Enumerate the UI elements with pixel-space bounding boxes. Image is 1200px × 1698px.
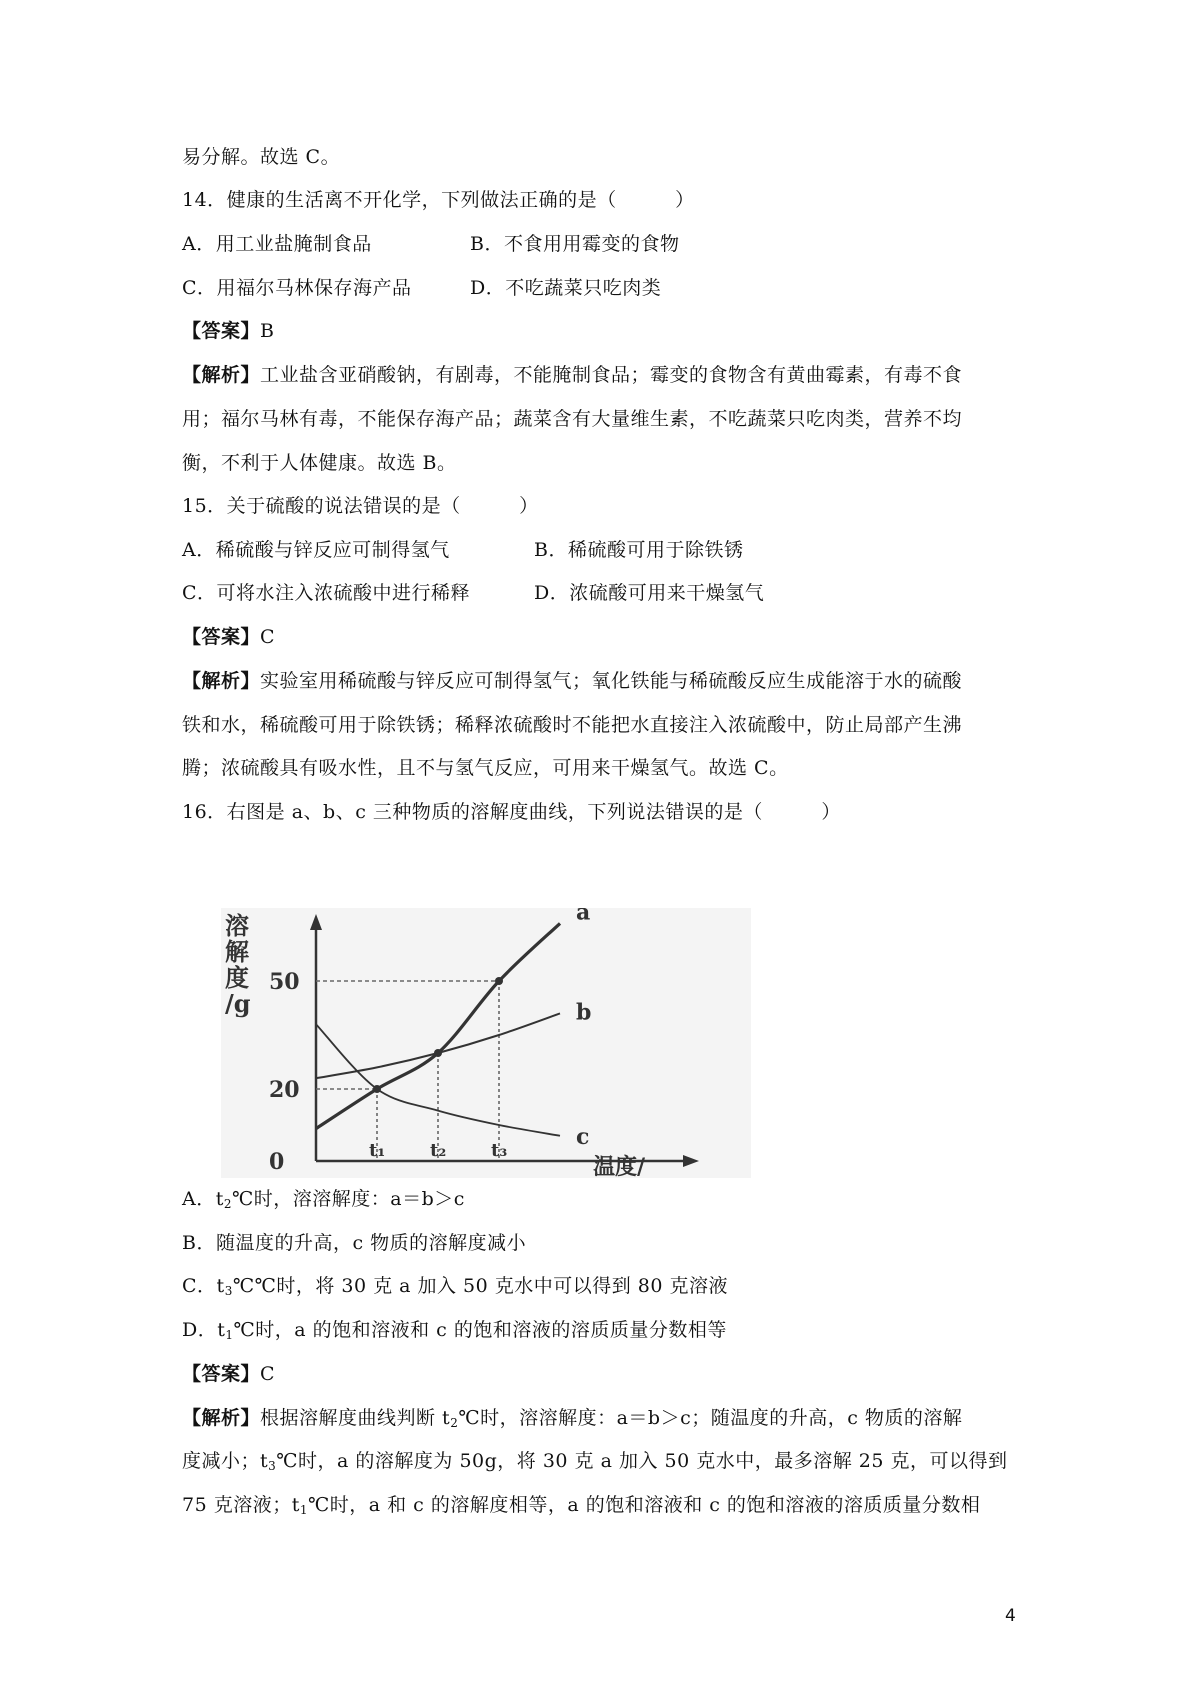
q15-option-d: D．浓硫酸可用来干燥氢气 xyxy=(534,582,765,604)
series-label-a: a xyxy=(576,908,591,926)
q16-analysis-line-3: 75 克溶液；$t_1℃$时，a 和 c 的溶解度相等，a 的饱和溶液和 c 的饱和溶液的溶质质量分数相 xyxy=(182,1494,981,1517)
analysis-text: 实验室用稀硫酸与锌反应可制得氢气；氧化铁能与稀硫酸反应生成能溶于水的硫酸 xyxy=(260,670,963,692)
analysis-label: 【解析】 xyxy=(182,364,261,386)
y-axis-label-part: 解 xyxy=(225,937,249,966)
answer-value: C xyxy=(260,626,276,648)
answer-label: 【答案】 xyxy=(182,626,261,648)
answer-label: 【答案】 xyxy=(182,320,261,342)
y-tick-label: 20 xyxy=(269,1077,300,1103)
intersection-point-3 xyxy=(495,977,503,985)
q14-option-d: D．不吃蔬菜只吃肉类 xyxy=(470,277,662,299)
x-axis-label: 温度/ xyxy=(593,1154,646,1178)
q15-analysis-line-2: 铁和水，稀硫酸可用于除铁锈；稀释浓硫酸时不能把水直接注入浓硫酸中，防止局部产生沸 xyxy=(182,714,963,736)
q16-answer xyxy=(182,1361,275,1387)
q14-option-c: C．用福尔马林保存海产品 xyxy=(182,277,412,299)
page-number: 4 xyxy=(1005,1606,1016,1626)
x-tick-label: t₁ xyxy=(369,1140,386,1161)
solubility-chart xyxy=(221,908,751,1178)
answer-value: C xyxy=(260,1363,276,1385)
chart-background xyxy=(221,908,751,1178)
series-label-c: c xyxy=(576,1123,590,1150)
q15-stem: 15．关于硫酸的说法错误的是（ ） xyxy=(182,495,539,517)
analysis-label: 【解析】 xyxy=(182,670,261,692)
q16-option-a: A．$t_2℃$时，溶溶解度：a＝b＞c xyxy=(182,1188,465,1211)
intersection-point-1 xyxy=(373,1085,381,1093)
analysis-text: 工业盐含亚硝酸钠，有剧毒，不能腌制食品；霉变的食物含有黄曲霉素，有毒不食 xyxy=(260,364,963,386)
y-tick-label: 0 xyxy=(269,1149,285,1175)
q15-answer xyxy=(182,624,275,650)
q14-analysis-line-1 xyxy=(182,362,962,388)
intersection-point-2 xyxy=(434,1049,442,1057)
y-axis-label-part: 溶 xyxy=(225,911,249,940)
q16-option-b: B．随温度的升高，c 物质的溶解度减小 xyxy=(182,1232,527,1254)
y-tick-label: 50 xyxy=(269,969,300,995)
q15-analysis-line-3: 腾；浓硫酸具有吸水性，且不与氢气反应，可用来干燥氢气。故选 C。 xyxy=(182,757,789,779)
analysis-label: 【解析】 xyxy=(182,1407,261,1429)
q15-option-c: C．可将水注入浓硫酸中进行稀释 xyxy=(182,582,471,604)
q14-option-a: A．用工业盐腌制食品 xyxy=(182,233,372,255)
q14-analysis-line-3: 衡，不利于人体健康。故选 B。 xyxy=(182,452,457,474)
x-tick-label: t₂ xyxy=(430,1140,447,1161)
intro-text: 易分解。故选 C。 xyxy=(182,146,341,168)
q16-stem: 16．右图是 a、b、c 三种物质的溶解度曲线，下列说法错误的是（ ） xyxy=(182,801,841,823)
q15-option-a: A．稀硫酸与锌反应可制得氢气 xyxy=(182,539,450,561)
q16-option-c: C．$t_3℃℃$时，将 30 克 a 加入 50 克水中可以得到 80 克溶液 xyxy=(182,1275,729,1298)
q15-analysis-line-1 xyxy=(182,668,962,694)
q14-answer xyxy=(182,318,274,344)
q16-analysis-line-2: 度减小；$t_3℃$时，a 的溶解度为 50g，将 30 克 a 加入 50 克水中，最多溶解 25 克，可以得到 xyxy=(182,1450,1008,1473)
q16-option-d: D．$t_1℃$时，a 的饱和溶液和 c 的饱和溶液的溶质质量分数相等 xyxy=(182,1319,727,1342)
q14-analysis-line-2: 用；福尔马林有毒，不能保存海产品；蔬菜含有大量维生素，不吃蔬菜只吃肉类，营养不均 xyxy=(182,408,963,430)
y-axis-label-part: /g xyxy=(225,989,251,1018)
answer-value: B xyxy=(260,320,275,342)
answer-label: 【答案】 xyxy=(182,1363,261,1385)
q16-analysis-line-1: 【解析】根据溶解度曲线判断 $t_2℃$时，溶溶解度：a＝b＞c；随温度的升高，c 物质的溶解 xyxy=(182,1407,963,1430)
q14-option-b: B．不食用用霉变的食物 xyxy=(470,233,680,255)
q15-option-b: B．稀硫酸可用于除铁锈 xyxy=(534,539,744,561)
y-axis-label-part: 度 xyxy=(225,963,249,992)
x-tick-label: t₃ xyxy=(491,1140,508,1161)
q14-stem: 14．健康的生活离不开化学，下列做法正确的是（ ） xyxy=(182,189,695,211)
series-label-b: b xyxy=(576,999,592,1026)
